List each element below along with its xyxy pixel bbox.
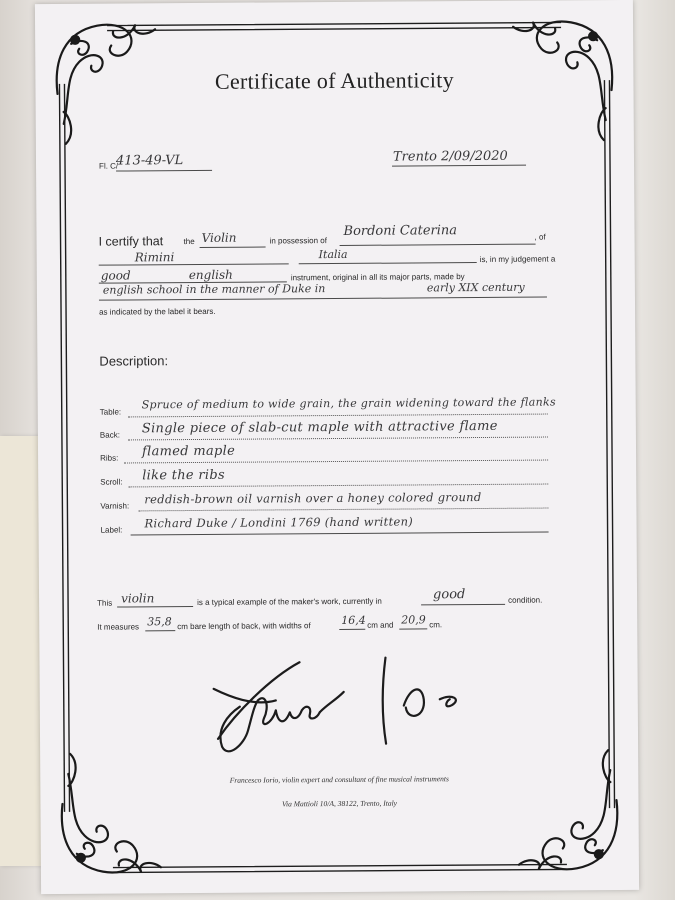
scroll-label: Scroll: bbox=[100, 477, 123, 487]
quality-value: good bbox=[100, 268, 131, 283]
length-underline bbox=[145, 630, 175, 631]
cm-and-text: cm and bbox=[367, 620, 394, 630]
table-value: Spruce of medium to wide grain, the grain widening toward the flanks bbox=[141, 395, 556, 412]
typical-text: is a typical example of the maker's work, currently in bbox=[197, 596, 382, 607]
condition-label: condition. bbox=[508, 595, 543, 605]
judgement-label: is, in my judgement a bbox=[479, 254, 556, 264]
back-value: Single piece of slab-cut maple with attractive flame bbox=[141, 418, 498, 437]
table-label: Table: bbox=[99, 407, 122, 417]
width2-underline bbox=[399, 628, 427, 629]
label-value: Richard Duke / Londini 1769 (hand written) bbox=[144, 514, 414, 531]
description-heading: Description: bbox=[99, 353, 169, 369]
condition-value: good bbox=[432, 587, 466, 603]
country-value: Italia bbox=[318, 247, 348, 262]
the-label: the bbox=[183, 236, 195, 247]
label-label: Label: bbox=[100, 525, 123, 535]
instrument-2-value: violin bbox=[121, 591, 155, 606]
reference-number: 413-49-VL bbox=[115, 153, 184, 169]
owner-value: Bordoni Caterina bbox=[343, 223, 458, 239]
back-label: Back: bbox=[99, 430, 120, 440]
width1-value: 16,4 bbox=[341, 613, 366, 627]
label-bears-text: as indicated by the label it bears. bbox=[99, 306, 216, 317]
varnish-value: reddish-brown oil varnish over a honey colored ground bbox=[144, 489, 482, 507]
original-label: instrument, original in all its major parts, made by bbox=[290, 272, 465, 283]
measures-label: It measures bbox=[97, 622, 140, 632]
varnish-label: Varnish: bbox=[100, 501, 130, 511]
certify-text: I certify that bbox=[98, 234, 164, 249]
length-value: 35,8 bbox=[147, 615, 172, 629]
bare-length-text: cm bare length of back, with widths of bbox=[177, 621, 311, 632]
of-label: , of bbox=[534, 232, 546, 242]
expert-line: Francesco Iorio, violin expert and consultant of fine musical instruments bbox=[229, 774, 449, 785]
place-date: Trento 2/09/2020 bbox=[392, 148, 508, 165]
certificate-title: Certificate of Authenticity bbox=[214, 67, 455, 94]
maker-value: english school in the manner of Duke in bbox=[102, 282, 326, 297]
ribs-value: flamed maple bbox=[141, 443, 236, 460]
width1-underline bbox=[339, 629, 365, 630]
certificate-sheet bbox=[35, 0, 639, 894]
this-label: This bbox=[97, 598, 113, 608]
scroll-value: like the ribs bbox=[142, 467, 225, 484]
school-value: english bbox=[188, 267, 233, 283]
city-value: Rimini bbox=[134, 250, 175, 265]
instrument-value: Violin bbox=[201, 230, 237, 245]
possession-label: in possession of bbox=[269, 236, 327, 246]
cm-end-text: cm. bbox=[429, 620, 443, 630]
reference-label: Fl. C/ bbox=[99, 161, 119, 171]
period-value: early XIX century bbox=[426, 280, 525, 295]
width2-value: 20,9 bbox=[401, 613, 426, 627]
ribs-label: Ribs: bbox=[100, 453, 119, 463]
address-line: Via Mattioli 10/A, 38122, Trento, Italy bbox=[281, 798, 398, 809]
handwritten-signature bbox=[199, 647, 500, 761]
